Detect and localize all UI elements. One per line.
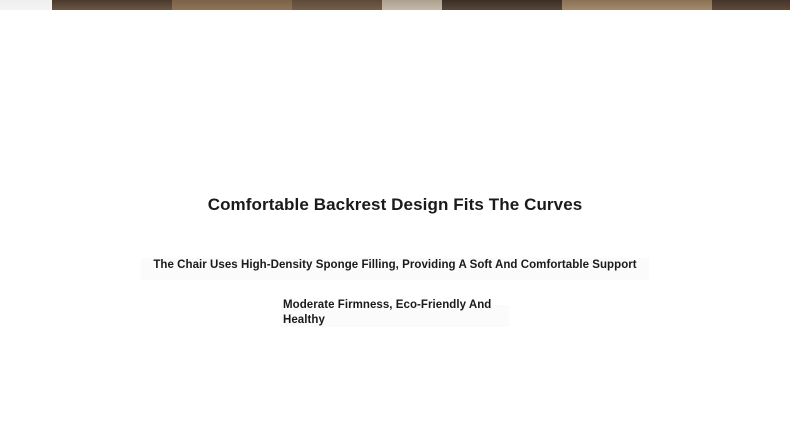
banner-photo-strip <box>0 0 790 10</box>
banner-segment <box>172 0 292 10</box>
content-area <box>0 10 790 434</box>
banner-segment <box>562 0 712 10</box>
page-title: Comfortable Backrest Design Fits The Curves <box>207 195 583 214</box>
banner-segment <box>712 0 790 10</box>
feature-description-secondary: Moderate Firmness, Eco-Friendly And Healthy <box>283 299 492 326</box>
banner-segment <box>442 0 562 10</box>
banner-segment <box>0 0 52 10</box>
feature-description-primary: The Chair Uses High-Density Sponge Filling, Providing A Soft And Comfortable Support <box>153 259 637 271</box>
banner-segment <box>382 0 442 10</box>
banner-segment <box>52 0 172 10</box>
banner-segment <box>292 0 382 10</box>
